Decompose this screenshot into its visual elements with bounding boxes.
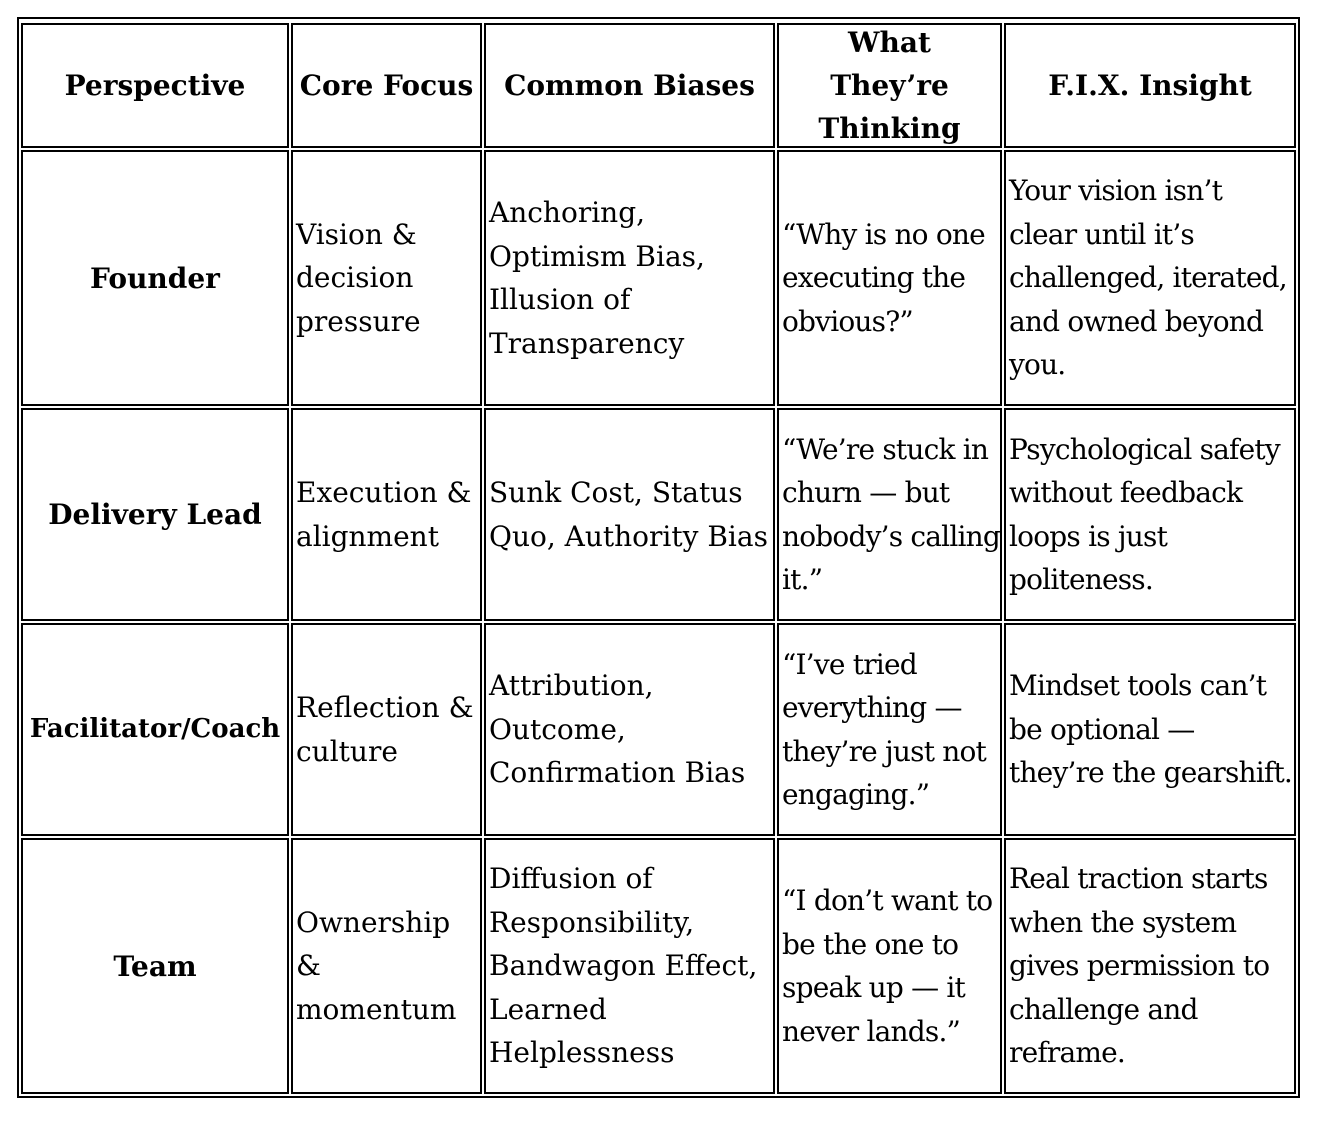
table-row-label [21,150,289,406]
header-perspective-label: Perspective [64,69,246,102]
insight-text: Real traction starts when the system gives permission to challenge and reframe. [1009,862,1270,1070]
common-biases-text: Diffusion of Responsibility, Bandwagon Effect, Learned Helplessness [489,862,758,1070]
thinking-text: “Why is no one executing the obvious?” [782,217,985,338]
core-focus-cell [291,150,482,406]
insight-cell [1004,150,1296,406]
table-row-label [21,838,289,1094]
header-perspective [21,23,289,148]
table-row-label [21,408,289,621]
core-focus-text: Execution & alignment [296,476,472,553]
perspective-cell: Founder [90,261,220,295]
core-focus-cell [291,623,482,836]
insight-cell [1004,623,1296,836]
thinking-text: “I’ve tried everything — they’re just not engaging.” [782,647,987,811]
common-biases-cell [484,408,775,621]
common-biases-cell [484,150,775,406]
header-fix-insight [1004,23,1296,148]
header-fix-insight-label: F.I.X. Insight [1048,69,1252,102]
header-thinking-label: What They’re Thinking [818,26,961,145]
header-thinking [777,23,1002,148]
core-focus-cell [291,408,482,621]
header-common-biases-label: Common Biases [504,69,755,102]
core-focus-text: Reflection & culture [296,691,474,768]
insight-cell [1004,838,1296,1094]
thinking-cell [777,408,1002,621]
perspective-cell: Team [113,949,197,983]
header-core-focus-label: Core Focus [299,69,474,102]
insight-cell [1004,408,1296,621]
thinking-text: “We’re stuck in churn — but nobody’s calling it.” [782,432,1000,596]
core-focus-cell [291,838,482,1094]
insight-text: Mindset tools can’t be optional — they’re the gearshift. [1009,669,1293,790]
core-focus-text: Ownership & momentum [296,905,457,1026]
common-biases-text: Attribution, Outcome, Confirmation Bias [489,669,746,790]
core-focus-text: Vision & decision pressure [296,217,421,338]
table-row-label [21,623,289,836]
thinking-cell [777,623,1002,836]
perspective-cell: Facilitator/Coach [29,714,281,744]
common-biases-cell [484,838,775,1094]
thinking-text: “I don’t want to be the one to speak up — it never lands.” [782,884,993,1048]
common-biases-text: Sunk Cost, Status Quo, Authority Bias [489,476,768,553]
insight-text: Your vision isn’t clear until it’s challenged, iterated, and owned beyond you. [1009,174,1287,382]
common-biases-text: Anchoring, Optimism Bias, Illusion of Transparency [489,196,705,360]
header-core-focus [291,23,482,148]
thinking-cell [777,150,1002,406]
common-biases-cell [484,623,775,836]
thinking-cell [777,838,1002,1094]
perspective-cell: Delivery Lead [48,498,262,531]
header-common-biases [484,23,775,148]
insight-text: Psychological safety without feedback loops is just politeness. [1009,432,1280,596]
